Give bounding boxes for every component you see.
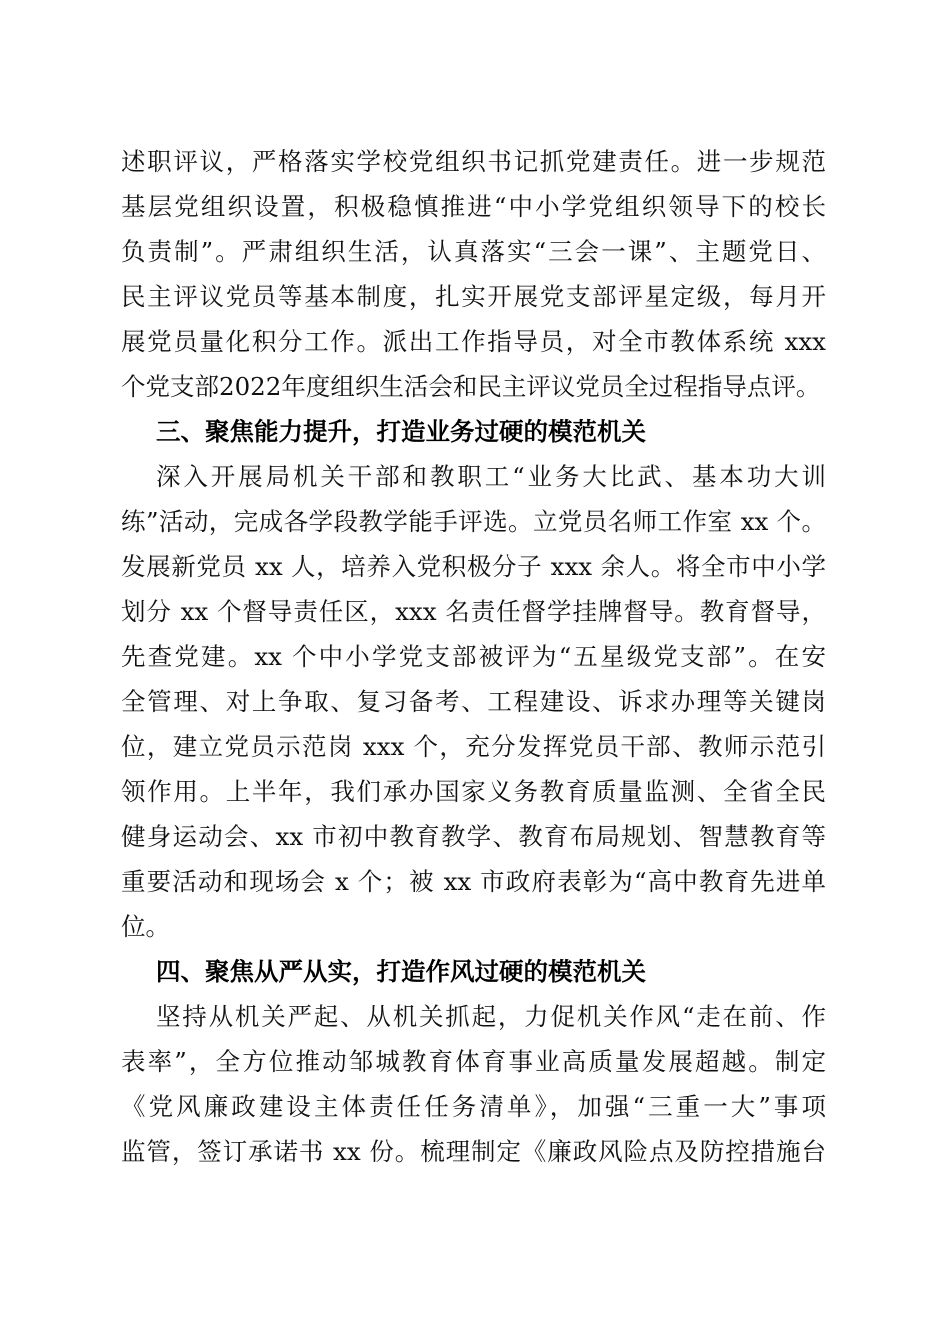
body-text-line: 领作用。上半年，我们承办国家义务教育质量监测、全省全民 (121, 777, 826, 806)
body-text-line: 发展新党员 xx 人，培养入党积极分子 xxx 余人。将全市中小学 (121, 552, 826, 581)
body-text-line: 位，建立党员示范岗 xxx 个，充分发挥党员干部、教师示范引 (121, 732, 826, 761)
body-text-line: 个党支部2022年度组织生活会和民主评议党员全过程指导点评。 (121, 372, 821, 401)
body-text-line: 《党风廉政建设主体责任任务清单》，加强“三重一大”事项 (121, 1092, 826, 1121)
section-heading: 三、聚焦能力提升，打造业务过硬的模范机关 (156, 417, 646, 446)
body-text-line: 坚持从机关严起、从机关抓起，力促机关作风“走在前、作 (156, 1002, 826, 1031)
body-text-line: 表率”，全方位推动邹城教育体育事业高质量发展超越。制定 (121, 1047, 826, 1076)
section-heading: 四、聚焦从严从实，打造作风过硬的模范机关 (156, 957, 646, 986)
body-text-line: 深入开展局机关干部和教职工“业务大比武、基本功大训 (156, 462, 826, 491)
body-text-line: 先查党建。xx 个中小学党支部被评为“五星级党支部”。在安 (121, 642, 826, 671)
body-text-line: 民主评议党员等基本制度，扎实开展党支部评星定级，每月开 (121, 282, 826, 311)
body-text-line: 负责制”。严肃组织生活，认真落实“三会一课”、主题党日、 (121, 237, 826, 266)
body-text-line: 重要活动和现场会 x 个；被 xx 市政府表彰为“高中教育先进单 (121, 867, 826, 896)
body-text-line: 健身运动会、xx 市初中教育教学、教育布局规划、智慧教育等 (121, 822, 826, 851)
body-text-line: 展党员量化积分工作。派出工作指导员，对全市教体系统 xxx (121, 327, 826, 356)
body-text-line: 基层党组织设置，积极稳慎推进“中小学党组织领导下的校长 (121, 192, 826, 221)
body-text-line: 位。 (121, 912, 170, 941)
body-text-line: 划分 xx 个督导责任区，xxx 名责任督学挂牌督导。教育督导， (121, 597, 826, 626)
body-text-line: 监管，签订承诺书 xx 份。梳理制定《廉政风险点及防控措施台 (121, 1137, 826, 1166)
body-text-line: 述职评议，严格落实学校党组织书记抓党建责任。进一步规范 (121, 147, 826, 176)
body-text-line: 练”活动，完成各学段教学能手评选。立党员名师工作室 xx 个。 (121, 507, 826, 536)
body-text-line: 全管理、对上争取、复习备考、工程建设、诉求办理等关键岗 (121, 687, 826, 716)
